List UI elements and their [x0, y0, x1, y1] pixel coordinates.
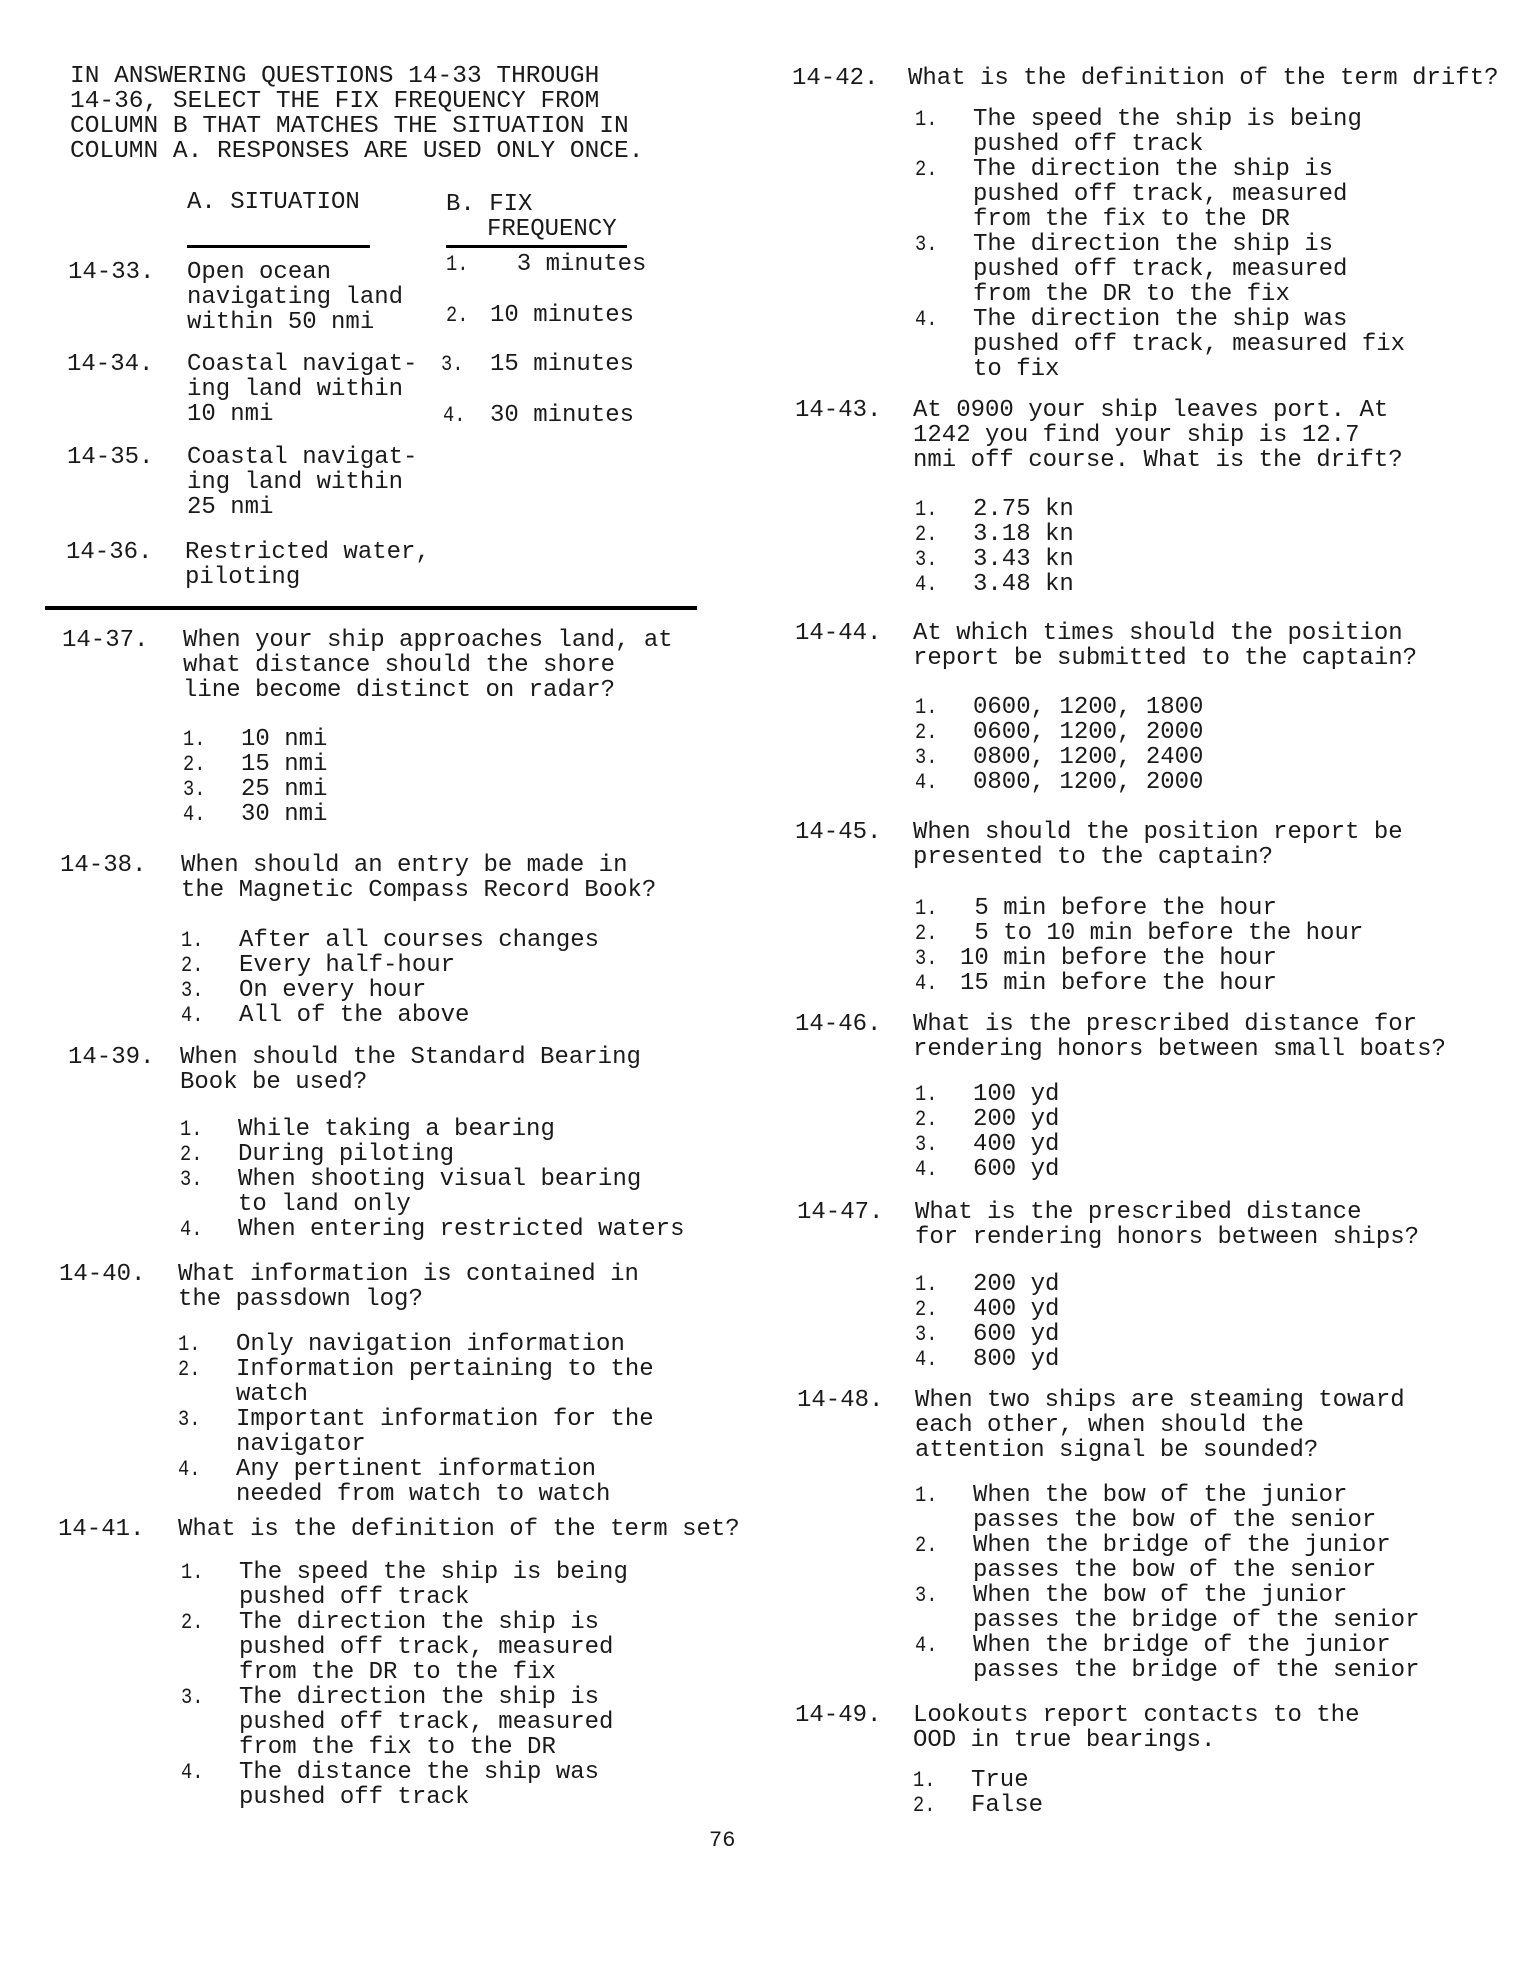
option-number: 3. — [178, 1407, 201, 1432]
question-number: 14-36. — [66, 539, 153, 566]
column-a-header: A. SITUATION — [187, 189, 360, 216]
question-line: When should an entry be made in — [181, 852, 628, 879]
situation-item — [185, 540, 430, 590]
situation-line: Coastal navigat- — [187, 351, 418, 378]
question-number: 14-47. — [797, 1199, 884, 1226]
option-text: 0600, 1200, 2000 — [973, 719, 1204, 746]
answer-option[interactable] — [181, 978, 599, 1003]
option-number: 2. — [915, 921, 938, 946]
instructions-line: COLUMN A. RESPONSES ARE USED ONLY ONCE. — [70, 138, 644, 165]
question-line: When should the position report be — [913, 819, 1403, 846]
answer-option[interactable] — [181, 1560, 628, 1610]
answer-option[interactable] — [183, 727, 327, 752]
option-number: 2. — [915, 720, 938, 745]
question-line: the passdown log? — [178, 1286, 423, 1313]
answer-option[interactable] — [178, 1457, 654, 1507]
option-text: Every half-hour — [239, 952, 456, 979]
option-text: 3.43 kn — [973, 546, 1074, 573]
question-text — [178, 1262, 639, 1312]
option-text: 200 yd — [973, 1271, 1060, 1298]
options-list — [915, 1483, 1419, 1683]
option-text: The speed the ship is being — [239, 1559, 628, 1586]
options-list — [913, 1768, 1043, 1818]
question-number: 14-45. — [795, 819, 882, 846]
answer-option[interactable] — [180, 1142, 684, 1167]
answer-option[interactable] — [915, 695, 1203, 720]
option-text: Any pertinent information — [236, 1456, 597, 1483]
option-number: 3. — [915, 1132, 938, 1157]
option-text: The direction the ship is — [973, 231, 1334, 258]
situation-line: within 50 nmi — [187, 309, 375, 336]
question-line: Lookouts report contacts to the — [913, 1702, 1360, 1729]
option-number: 3. — [915, 1322, 938, 1347]
option-text: The direction the ship was — [973, 306, 1348, 333]
instructions-line: 14-36, SELECT THE FIX FREQUENCY FROM — [70, 88, 600, 115]
answer-option[interactable] — [181, 1003, 599, 1028]
question-number: 14-41. — [58, 1516, 145, 1543]
answer-option[interactable] — [915, 896, 1363, 921]
situation-line: Open ocean — [187, 259, 332, 286]
question-line: When should the Standard Bearing — [180, 1044, 641, 1071]
option-number: 4. — [181, 1760, 204, 1785]
answer-option[interactable] — [183, 777, 327, 802]
question-line: Book be used? — [180, 1069, 368, 1096]
option-number: 2. — [915, 1107, 938, 1132]
question-text — [913, 1012, 1446, 1062]
option-text: Only navigation information — [236, 1331, 625, 1358]
option-text: When shooting visual bearing — [238, 1166, 642, 1193]
option-text: On every hour — [239, 977, 427, 1004]
option-text: from the DR to the fix — [239, 1659, 556, 1686]
instructions-line: COLUMN B THAT MATCHES THE SITUATION IN — [70, 113, 629, 140]
option-text: 15 nmi — [241, 751, 328, 778]
response-number: 3. — [441, 352, 464, 377]
option-text: 25 nmi — [241, 776, 328, 803]
answer-option[interactable] — [915, 522, 1074, 547]
question-text — [915, 1388, 1405, 1463]
option-number: 1. — [915, 497, 938, 522]
options-list — [180, 1117, 684, 1242]
option-number: 1. — [183, 727, 206, 752]
question-text — [913, 621, 1417, 671]
answer-option[interactable] — [915, 770, 1203, 795]
option-number: 1. — [915, 1272, 938, 1297]
option-text: 400 yd — [973, 1296, 1060, 1323]
situation-line: 10 nmi — [187, 401, 274, 428]
option-text: The speed the ship is being — [973, 106, 1362, 133]
response-option[interactable] — [443, 403, 643, 428]
option-text: 5 to 10 min before the hour — [960, 920, 1364, 947]
answer-option[interactable] — [180, 1167, 684, 1217]
situation-line: 25 nmi — [187, 494, 274, 521]
answer-option[interactable] — [178, 1332, 654, 1357]
answer-option[interactable] — [915, 1533, 1419, 1583]
instructions-line: IN ANSWERING QUESTIONS 14-33 THROUGH — [70, 63, 600, 90]
question-line: rendering honors between small boats? — [913, 1036, 1446, 1063]
situation-item — [187, 260, 403, 335]
option-text: 0800, 1200, 2400 — [973, 744, 1204, 771]
option-number: 2. — [913, 1793, 936, 1818]
question-text — [913, 820, 1403, 870]
question-number: 14-38. — [60, 852, 147, 879]
question-text — [180, 1045, 641, 1095]
answer-option[interactable] — [183, 802, 327, 827]
question-text — [913, 398, 1403, 473]
response-option[interactable] — [441, 352, 641, 377]
option-number: 2. — [180, 1142, 203, 1167]
option-number: 1. — [915, 695, 938, 720]
situation-line: piloting — [185, 564, 301, 591]
options-list — [178, 1332, 654, 1507]
option-number: 4. — [915, 971, 938, 996]
question-number: 14-33. — [68, 259, 155, 286]
answer-option[interactable] — [915, 497, 1074, 522]
option-text: passes the bridge of the senior — [973, 1657, 1420, 1684]
option-text: pushed off track — [239, 1584, 470, 1611]
question-text — [908, 66, 1499, 91]
question-line: What is the prescribed distance — [915, 1199, 1362, 1226]
question-number: 14-49. — [795, 1702, 882, 1729]
option-text: The distance the ship was — [239, 1759, 600, 1786]
question-number: 14-44. — [795, 620, 882, 647]
option-text: 400 yd — [973, 1131, 1060, 1158]
option-number: 3. — [181, 1685, 204, 1710]
option-text: After all courses changes — [239, 927, 600, 954]
question-line: nmi off course. What is the drift? — [913, 447, 1403, 474]
question-line: What is the definition of the term set? — [178, 1516, 740, 1543]
response-number: 1. — [446, 252, 469, 277]
answer-option[interactable] — [915, 1157, 1059, 1182]
options-list — [915, 896, 1363, 996]
answer-option[interactable] — [915, 1633, 1419, 1683]
answer-option[interactable] — [915, 1107, 1059, 1132]
option-text: When the bridge of the junior — [973, 1632, 1391, 1659]
option-text: needed from watch to watch — [236, 1481, 611, 1508]
answer-option[interactable] — [181, 1610, 628, 1685]
question-number: 14-35. — [67, 444, 154, 471]
options-list — [915, 695, 1203, 795]
question-line: each other, when should the — [915, 1412, 1304, 1439]
question-line: the Magnetic Compass Record Book? — [181, 877, 657, 904]
option-number: 2. — [181, 953, 204, 978]
question-line: line become distinct on radar? — [183, 677, 616, 704]
option-text: 3.18 kn — [973, 521, 1074, 548]
answer-option[interactable] — [915, 1297, 1059, 1322]
question-line: At 0900 your ship leaves port. At — [913, 397, 1389, 424]
page-number: 76 — [709, 1828, 736, 1853]
option-text: 600 yd — [973, 1321, 1060, 1348]
situation-line: Coastal navigat- — [187, 444, 418, 471]
option-text: When the bow of the junior — [973, 1582, 1348, 1609]
question-line: attention signal be sounded? — [915, 1437, 1319, 1464]
option-text: Important information for the — [236, 1406, 654, 1433]
option-text: 10 min before the hour — [960, 945, 1277, 972]
question-number: 14-42. — [792, 65, 879, 92]
question-line: At which times should the position — [913, 620, 1403, 647]
option-number: 1. — [181, 1560, 204, 1585]
option-number: 3. — [915, 232, 938, 257]
column-b-underline — [446, 245, 627, 248]
option-text: to fix — [973, 356, 1060, 383]
response-text: 15 minutes — [490, 351, 635, 378]
question-text — [181, 853, 656, 903]
option-number: 1. — [180, 1117, 203, 1142]
response-number: 4. — [443, 403, 466, 428]
question-line: report be submitted to the captain? — [913, 645, 1418, 672]
answer-option[interactable] — [913, 1793, 1043, 1818]
answer-option[interactable] — [915, 720, 1203, 745]
question-line: OOD in true bearings. — [913, 1727, 1216, 1754]
option-number: 4. — [915, 572, 938, 597]
response-number: 2. — [446, 303, 469, 328]
options-list — [181, 928, 599, 1028]
instructions — [70, 64, 643, 164]
question-text — [915, 1200, 1419, 1250]
option-text: 600 yd — [973, 1156, 1060, 1183]
option-text: When the bridge of the junior — [973, 1532, 1391, 1559]
question-line: What information is contained in — [178, 1261, 639, 1288]
option-text: from the fix to the DR — [973, 206, 1290, 233]
question-number: 14-39. — [68, 1044, 155, 1071]
option-text: navigator — [236, 1431, 366, 1458]
answer-option[interactable] — [915, 107, 1405, 157]
answer-option[interactable] — [915, 1322, 1059, 1347]
question-text — [178, 1517, 740, 1542]
option-text: The direction the ship is — [239, 1684, 600, 1711]
option-number: 4. — [915, 770, 938, 795]
option-text: passes the bridge of the senior — [973, 1607, 1420, 1634]
response-text: 30 minutes — [490, 402, 635, 429]
column-b-header-line1: B. FIX — [446, 191, 533, 218]
question-number: 14-48. — [797, 1387, 884, 1414]
question-line: for rendering honors between ships? — [915, 1224, 1420, 1251]
answer-option[interactable] — [181, 1760, 628, 1810]
answer-option[interactable] — [915, 572, 1074, 597]
option-text: 200 yd — [973, 1106, 1060, 1133]
options-list — [183, 727, 327, 827]
question-line: 1242 you find your ship is 12.7 — [913, 422, 1360, 449]
option-number: 3. — [915, 745, 938, 770]
option-number: 2. — [183, 752, 206, 777]
option-text: The direction the ship is — [239, 1609, 600, 1636]
answer-option[interactable] — [181, 1685, 628, 1760]
option-number: 2. — [915, 1297, 938, 1322]
question-line: When two ships are steaming toward — [915, 1387, 1405, 1414]
answer-option[interactable] — [915, 232, 1405, 307]
answer-option[interactable] — [915, 157, 1405, 232]
option-text: pushed off track — [239, 1784, 470, 1811]
option-text: 0600, 1200, 1800 — [973, 694, 1204, 721]
column-b-header-line2: FREQUENCY — [487, 216, 617, 243]
option-number: 1. — [181, 928, 204, 953]
answer-option[interactable] — [915, 921, 1363, 946]
option-number: 4. — [915, 307, 938, 332]
option-text: During piloting — [238, 1141, 455, 1168]
option-text: When the bow of the junior — [973, 1482, 1348, 1509]
question-line: What is the definition of the term drift? — [908, 65, 1499, 92]
question-line: When your ship approaches land, at — [183, 627, 673, 654]
option-number: 3. — [915, 547, 938, 572]
option-number: 4. — [915, 1157, 938, 1182]
option-number: 1. — [915, 896, 938, 921]
option-text: watch — [236, 1381, 309, 1408]
answer-option[interactable] — [915, 1082, 1059, 1107]
answer-option[interactable] — [915, 1347, 1059, 1372]
option-text: 3.48 kn — [973, 571, 1074, 598]
response-option[interactable] — [446, 252, 646, 277]
answer-option[interactable] — [915, 1272, 1059, 1297]
option-number: 3. — [180, 1167, 203, 1192]
option-text: from the DR to the fix — [973, 281, 1290, 308]
option-number: 3. — [915, 1583, 938, 1608]
option-text: pushed off track, measured — [239, 1709, 614, 1736]
answer-option[interactable] — [915, 1132, 1059, 1157]
option-number: 3. — [181, 978, 204, 1003]
answer-option[interactable] — [178, 1407, 654, 1457]
answer-option[interactable] — [913, 1768, 1043, 1793]
option-text: 2.75 kn — [973, 496, 1074, 523]
response-text: 10 minutes — [490, 302, 635, 329]
question-line: What is the prescribed distance for — [913, 1011, 1418, 1038]
option-number: 2. — [178, 1357, 201, 1382]
option-number: 4. — [915, 1347, 938, 1372]
question-text — [913, 1703, 1359, 1753]
response-option[interactable] — [446, 303, 646, 328]
option-text: 100 yd — [973, 1081, 1060, 1108]
option-number: 1. — [178, 1332, 201, 1357]
answer-option[interactable] — [183, 752, 327, 777]
option-text: 5 min before the hour — [960, 895, 1277, 922]
options-list — [915, 1272, 1059, 1372]
option-number: 1. — [915, 107, 938, 132]
answer-option[interactable] — [181, 928, 599, 953]
option-text: False — [971, 1792, 1044, 1819]
option-text: 30 nmi — [241, 801, 328, 828]
option-text: True — [971, 1767, 1029, 1794]
options-list — [915, 497, 1074, 597]
option-text: pushed off track — [973, 131, 1204, 158]
option-number: 1. — [915, 1483, 938, 1508]
option-text: 15 min before the hour — [960, 970, 1277, 997]
answer-option[interactable] — [915, 547, 1074, 572]
option-text: pushed off track, measured — [973, 181, 1348, 208]
option-number: 1. — [915, 1082, 938, 1107]
option-text: pushed off track, measured fix — [973, 331, 1406, 358]
option-text: Information pertaining to the — [236, 1356, 654, 1383]
answer-option[interactable] — [915, 307, 1405, 382]
option-number: 3. — [915, 946, 938, 971]
option-number: 2. — [915, 1533, 938, 1558]
option-number: 4. — [181, 1003, 204, 1028]
column-a-underline — [187, 245, 370, 248]
option-text: to land only — [238, 1191, 411, 1218]
question-text — [183, 628, 673, 703]
option-text: The direction the ship is — [973, 156, 1334, 183]
options-list — [915, 107, 1405, 382]
option-number: 4. — [178, 1457, 201, 1482]
question-number: 14-46. — [795, 1011, 882, 1038]
option-number: 4. — [915, 1633, 938, 1658]
answer-option[interactable] — [915, 971, 1363, 996]
question-line: what distance should the shore — [183, 652, 616, 679]
option-number: 3. — [183, 777, 206, 802]
option-text: 10 nmi — [241, 726, 328, 753]
situation-item — [187, 445, 417, 520]
options-list — [181, 1560, 628, 1810]
answer-option[interactable] — [915, 1583, 1419, 1633]
answer-option[interactable] — [181, 953, 599, 978]
question-number: 14-43. — [795, 397, 882, 424]
option-text: When entering restricted waters — [238, 1216, 685, 1243]
answer-option[interactable] — [915, 946, 1363, 971]
option-text: pushed off track, measured — [239, 1634, 614, 1661]
question-line: presented to the captain? — [913, 844, 1274, 871]
section-divider — [45, 606, 697, 610]
option-number: 2. — [915, 522, 938, 547]
answer-option[interactable] — [180, 1217, 684, 1242]
option-text: While taking a bearing — [238, 1116, 555, 1143]
question-number: 14-37. — [62, 627, 149, 654]
situation-line: ing land within — [187, 376, 404, 403]
answer-option[interactable] — [915, 1483, 1419, 1533]
answer-option[interactable] — [180, 1117, 684, 1142]
option-number: 2. — [181, 1610, 204, 1635]
option-text: All of the above — [239, 1002, 470, 1029]
question-number: 14-40. — [59, 1261, 146, 1288]
situation-line: navigating land — [187, 284, 404, 311]
option-text: 0800, 1200, 2000 — [973, 769, 1204, 796]
response-text: 3 minutes — [488, 251, 647, 278]
situation-line: ing land within — [187, 469, 404, 496]
option-number: 2. — [915, 157, 938, 182]
option-text: pushed off track, measured — [973, 256, 1348, 283]
option-text: 800 yd — [973, 1346, 1060, 1373]
answer-option[interactable] — [178, 1357, 654, 1407]
option-number: 4. — [183, 802, 206, 827]
option-number: 4. — [180, 1217, 203, 1242]
option-text: passes the bow of the senior — [973, 1507, 1377, 1534]
option-number: 1. — [913, 1768, 936, 1793]
option-text: passes the bow of the senior — [973, 1557, 1377, 1584]
answer-option[interactable] — [915, 745, 1203, 770]
options-list — [915, 1082, 1059, 1182]
question-number: 14-34. — [67, 351, 154, 378]
option-text: from the fix to the DR — [239, 1734, 556, 1761]
situation-line: Restricted water, — [185, 539, 430, 566]
situation-item — [187, 352, 417, 427]
